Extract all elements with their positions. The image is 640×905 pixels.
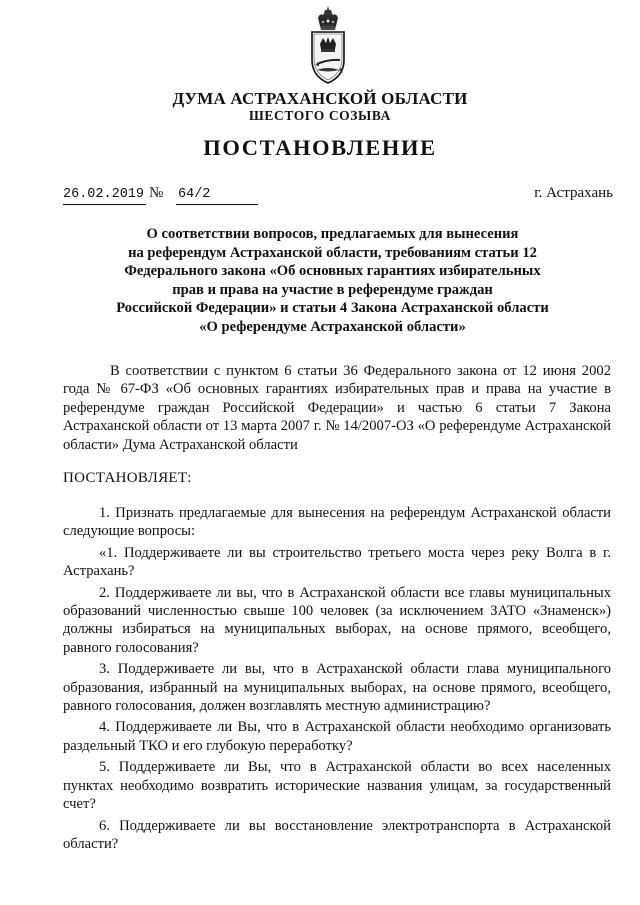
referendum-question: 2. Поддерживаете ли вы, что в Астраханской области все главы муниципальных образований численностью свыше 100 человек (за исключением ЗАТО «Знаменск») должны избираться на муниципальных выборах, на основе прямого, всеобщего, равного голосования?: [63, 584, 611, 656]
referendum-question: 4. Поддерживаете ли Вы, что в Астраханской области необходимо организовать раздельный ТКО и его глубокую переработку?: [63, 719, 611, 754]
subject-line: О соответствии вопросов, предлагаемых для вынесения: [146, 226, 519, 242]
organization-title: ДУМА АСТРАХАНСКОЙ ОБЛАСТИ: [172, 89, 468, 108]
number-sign: №: [149, 185, 164, 201]
resolution-item: 1. Признать предлагаемые для вынесения на референдум Астраханской области следующие вопросы:: [63, 505, 611, 540]
subject-line: Федерального закона «Об основных гарантиях избирательных: [124, 263, 541, 280]
preamble-paragraph: В соответствии с пунктом 6 статьи 36 Федерального закона от 12 июня 2002 года № 67-ФЗ «Об основных гарантиях избирательных прав и права на участие в референдуме граждан Российской Федерации» и частью 6 статьи 7 Закона Астраханской области от 13 марта 2007 г. № 14/2007-ОЗ «О референдуме Астраханской области» Дума Астраханской области: [63, 363, 611, 453]
resolution-items: [63, 504, 611, 856]
convocation-subtitle: ШЕСТОГО СОЗЫВА: [249, 108, 391, 123]
referendum-question: 3. Поддерживаете ли вы, что в Астраханской области глава муниципального образования, избранный на муниципальных выборах, на основе прямого, всеобщего, равного голосования, должен возглавлять местную администрацию?: [63, 661, 611, 715]
document-meta-row: [63, 186, 613, 208]
subject-line: Российской Федерации» и статьи 4 Закона Астраханской области: [116, 300, 549, 317]
referendum-question: 5. Поддерживаете ли Вы, что в Астраханской области во всех населенных пунктах необходимо возвратить исторические названия улицам, за государственный счет?: [63, 759, 611, 813]
resolve-word: ПОСТАНОВЛЯЕТ:: [63, 470, 192, 486]
document-number: 64/2: [176, 186, 258, 205]
document-city: г. Астрахань: [534, 185, 613, 201]
referendum-question: «1. Поддерживаете ли вы строительство третьего моста через реку Волга в г. Астрахань?: [63, 544, 611, 580]
subject-line: на референдум Астраханской области, требованиям статьи 12: [128, 244, 537, 261]
document-type-heading: ПОСТАНОВЛЕНИЕ: [203, 135, 437, 160]
subject-line: «О референдуме Астраханской области»: [199, 318, 466, 335]
astrakhan-coat-of-arms-icon: [298, 4, 358, 86]
referendum-question: 6. Поддерживаете ли вы восстановление электротранспорта в Астраханской области?: [63, 817, 611, 852]
document-subject: [100, 225, 565, 337]
document-date: 26.02.2019: [63, 186, 146, 205]
subject-line: прав и права на участие в референдуме граждан: [172, 281, 493, 298]
